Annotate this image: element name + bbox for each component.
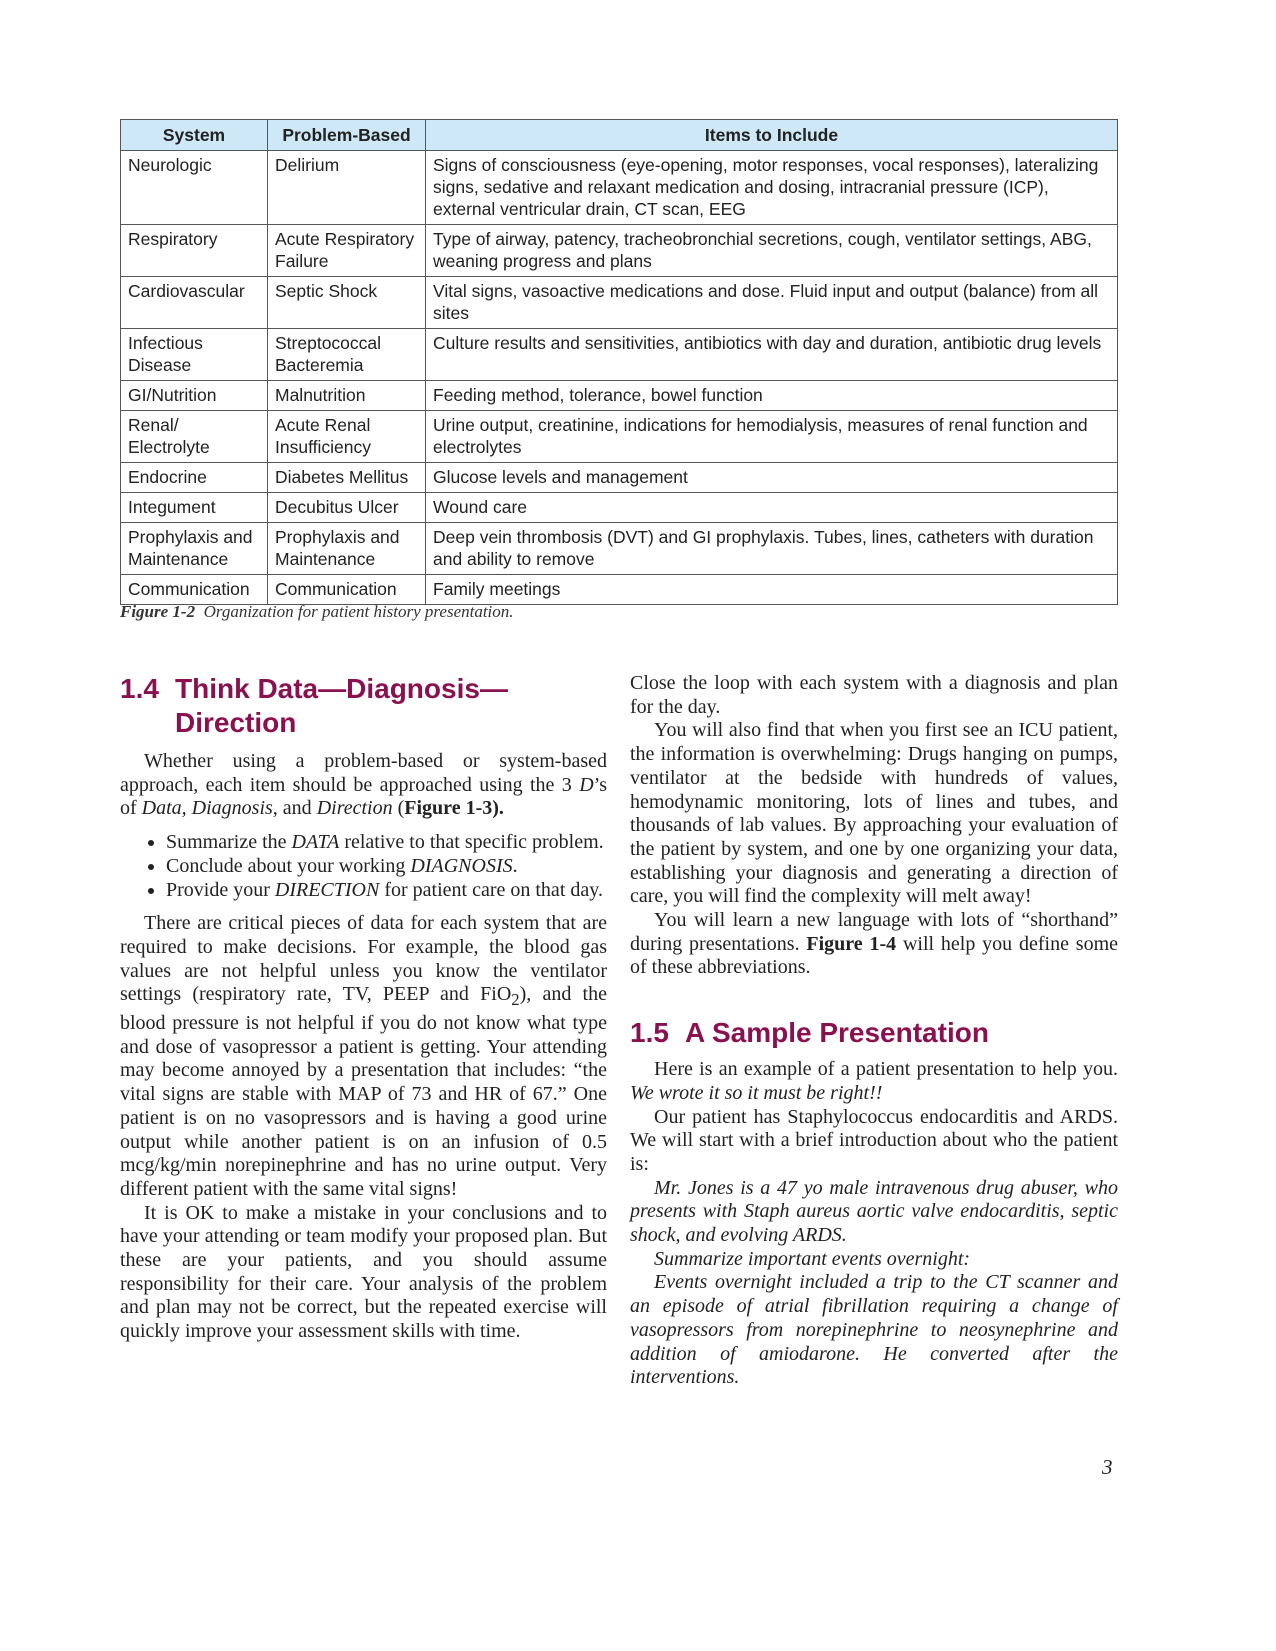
cell-problem: Malnutrition xyxy=(268,381,426,411)
cell-problem: Communication xyxy=(268,575,426,605)
example-prompt xyxy=(630,1248,1118,1272)
text-em: Mr. Jones is a 47 yo male intravenous drug abuser, who presents with Staph aureus aortic valve endocarditis, septic shock, and evolving ARDS. xyxy=(630,1176,1118,1247)
text-em: D xyxy=(579,773,594,796)
list-item xyxy=(166,879,607,903)
section-number: 1.5 xyxy=(630,1017,669,1049)
left-column xyxy=(120,672,607,1344)
text: Here is an example of a patient presentation to help you. xyxy=(654,1058,1118,1081)
cell-system: Prophylaxis and Maintenance xyxy=(121,523,268,575)
cell-system: Communication xyxy=(121,575,268,605)
list-item xyxy=(166,831,607,855)
table-row xyxy=(121,277,1118,329)
text: will help you define some of these abbreviations. xyxy=(630,932,1119,979)
table-row xyxy=(121,493,1118,523)
table-row xyxy=(121,329,1118,381)
cell-problem: Acute Respiratory Failure xyxy=(268,225,426,277)
right-column xyxy=(630,672,1118,1390)
cell-items: Culture results and sensitivities, antibiotics with day and duration, antibiotic drug levels xyxy=(426,329,1118,381)
section-title: A Sample Presentation xyxy=(685,1017,989,1049)
table-row xyxy=(121,463,1118,493)
cell-items: Urine output, creatinine, indications for hemodialysis, measures of renal function and electrolytes xyxy=(426,411,1118,463)
page-number: 3 xyxy=(1102,1455,1113,1479)
table-row xyxy=(121,151,1118,225)
cell-system: Renal/ Electrolyte xyxy=(121,411,268,463)
text: Conclude about your working xyxy=(166,854,411,877)
cell-items: Signs of consciousness (eye-opening, motor responses, vocal responses), lateralizing signs, sedative and relaxant medication and dosing, intracranial pressure (ICP), external ventricular drain, CT scan, EEG xyxy=(426,151,1118,225)
critical-data-paragraph xyxy=(120,912,607,1201)
patient-paragraph: Our patient has Staphylococcus endocarditis and ARDS. We will start with a brief introduction about who the patient is: xyxy=(630,1105,1118,1175)
cell-system: GI/Nutrition xyxy=(121,381,268,411)
text: for patient care on that day. xyxy=(379,878,603,901)
text: . xyxy=(512,854,518,877)
text-em: DATA xyxy=(291,831,340,854)
list-item xyxy=(166,855,607,879)
cell-problem: Prophylaxis and Maintenance xyxy=(268,523,426,575)
text: There are critical pieces of data for each system that are required to make decisions. For example, the blood gas values are not helpful unless you know the ventilator settings (respiratory rate, TV, PEEP and FiO xyxy=(120,912,607,1006)
text-em: We wrote it so it must be right!! xyxy=(630,1081,883,1104)
figure-reference: Figure 1-3). xyxy=(404,797,504,820)
example-introduction xyxy=(630,1177,1118,1248)
shorthand-paragraph xyxy=(630,909,1118,980)
cell-system: Neurologic xyxy=(121,151,268,225)
cell-items: Feeding method, tolerance, bowel function xyxy=(426,381,1118,411)
cell-system: Cardiovascular xyxy=(121,277,268,329)
cell-system: Respiratory xyxy=(121,225,268,277)
cell-problem: Delirium xyxy=(268,151,426,225)
cell-system: Infectious Disease xyxy=(121,329,268,381)
text: and xyxy=(277,797,317,820)
subscript: 2 xyxy=(511,990,520,1010)
cell-items: Wound care xyxy=(426,493,1118,523)
text: You will learn a new language with lots of “shorthand” during presentations. xyxy=(630,909,1118,955)
text: ( xyxy=(392,797,405,820)
cell-items: Family meetings xyxy=(426,575,1118,605)
section-heading-1-5 xyxy=(630,1016,1118,1050)
cell-items: Deep vein thrombosis (DVT) and GI prophylaxis. Tubes, lines, catheters with duration and ability to remove xyxy=(426,523,1118,575)
text-em: DIAGNOSIS xyxy=(410,854,513,877)
cell-system: Integument xyxy=(121,493,268,523)
cell-items: Glucose levels and management xyxy=(426,463,1118,493)
text-em: Summarize important events overnight: xyxy=(654,1247,971,1270)
table-row xyxy=(121,411,1118,463)
text-em: Direction xyxy=(316,797,393,820)
section-title-line2: Direction xyxy=(175,707,297,738)
cell-problem: Acute Renal Insufficiency xyxy=(268,411,426,463)
intro-paragraph xyxy=(120,750,607,821)
close-loop-paragraph: Close the loop with each system with a diagnosis and plan for the day. xyxy=(630,672,1118,718)
overwhelming-paragraph: You will also find that when you first see an ICU patient, the information is overwhelming: Drugs hanging on pumps, ventilator at the bedside with hundreds of values, hemodynamic monitoring, lots of lines and tubes, and thousands of lab values. By approaching your evaluation of the patient by system, and one by one organizing your data, establishing your diagnosis and generating a direction of care, you will find the complexity will melt away! xyxy=(630,719,1118,908)
figure-label: Figure 1-2 xyxy=(120,602,196,621)
example-events xyxy=(630,1271,1118,1390)
cell-items: Vital signs, vasoactive medications and dose. Fluid input and output (balance) from all sites xyxy=(426,277,1118,329)
example-intro-paragraph xyxy=(630,1058,1118,1105)
text-em: Data, Diagnosis, xyxy=(141,797,278,820)
section-heading-1-4 xyxy=(120,672,607,740)
table-row xyxy=(121,575,1118,605)
cell-problem: Decubitus Ulcer xyxy=(268,493,426,523)
text: ’s of xyxy=(120,773,607,820)
mistake-paragraph: It is OK to make a mistake in your conclusions and to have your attending or team modify your proposed plan. But these are your patients, and you should assume responsibility for their care. Your analysis of the problem and plan may not be correct, but the repeated exercise will quickly improve your assessment skills with time. xyxy=(120,1201,607,1343)
text-em: DIRECTION xyxy=(274,878,380,901)
section-title-line1: Think Data—Diagnosis— xyxy=(175,673,508,704)
figure-caption xyxy=(120,602,514,622)
column-header-items: Items to Include xyxy=(426,120,1118,151)
text: relative to that specific problem. xyxy=(339,831,604,854)
cell-problem: Diabetes Mellitus xyxy=(268,463,426,493)
text-em: Events overnight included a trip to the CT scanner and an episode of atrial fibrillation requiring a change of vasopressors from norepinephrine to neosynephrine and addition of amiodarone. He converted after the interventions. xyxy=(630,1271,1118,1389)
cell-problem: Septic Shock xyxy=(268,277,426,329)
figure-caption-text: Organization for patient history presentation. xyxy=(203,602,514,621)
text: Provide your xyxy=(166,878,275,901)
table-row xyxy=(121,225,1118,277)
cell-system: Endocrine xyxy=(121,463,268,493)
cell-problem: Streptococcal Bacteremia xyxy=(268,329,426,381)
column-header-problem: Problem-Based xyxy=(268,120,426,151)
table-header-row xyxy=(121,120,1118,151)
three-ds-list xyxy=(144,831,607,902)
column-header-system: System xyxy=(121,120,268,151)
section-number: 1.4 xyxy=(120,673,159,704)
table-row xyxy=(121,381,1118,411)
system-organization-table xyxy=(120,119,1118,605)
cell-items: Type of airway, patency, tracheobronchial secretions, cough, ventilator settings, ABG, weaning progress and plans xyxy=(426,225,1118,277)
figure-reference: Figure 1-4 xyxy=(806,932,897,955)
text: Whether using a problem-based or system-based approach, each item should be approached using the 3 xyxy=(120,750,607,796)
text: ), and the blood pressure is not helpful if you do not know what type and dose of vasopressor a patient is getting. Your attending may become annoyed by a presentation that includes: “the vital signs are stable with MAP of 73 and HR of 67.” One patient is on no vasopressors and is having a good urine output while another patient is on an infusion of 0.5 mcg/kg/min norepinephrine and has no urine output. Very different patient with the same vital signs! xyxy=(120,983,607,1200)
text: Summarize the xyxy=(166,831,292,854)
table-row xyxy=(121,523,1118,575)
